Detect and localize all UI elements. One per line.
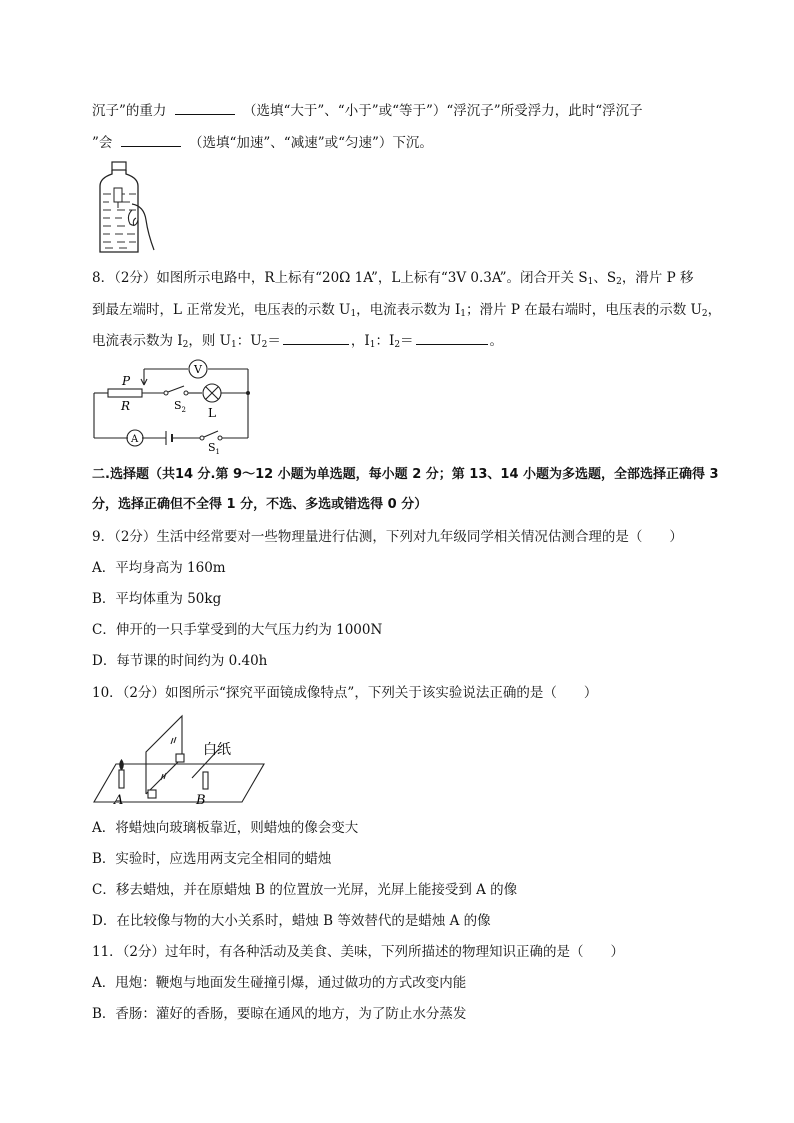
q11-option-b: B．香肠：灌好的香肠，要晾在通风的地方，为了防止水分蒸发 — [92, 1006, 467, 1022]
switch-s2-label: $S_2$ — [174, 399, 187, 414]
q11-stem: 11．（2分）过年时，有各种活动及美食、美味，下列所描述的物理知识正确的是（ ） — [92, 944, 625, 960]
candle-b-label: B — [196, 793, 206, 808]
q10-option-a: A．将蜡烛向玻璃板靠近，则蜡烛的像会变大 — [92, 820, 359, 836]
answer-blank — [121, 132, 181, 147]
lamp-label: L — [208, 406, 216, 420]
rheostat-symbol — [108, 389, 142, 397]
q10-option-b: B．实验时，应选用两支完全相同的蜡烛 — [92, 851, 332, 867]
switch-s1-label: $S_1$ — [208, 441, 221, 455]
q9-option-c: C．伸开的一只手掌受到的大气压力约为 1000N — [92, 622, 383, 638]
answer-blank — [416, 330, 488, 345]
plane-mirror-figure — [92, 710, 272, 808]
circuit-diagram — [92, 355, 254, 455]
voltmeter-label: V — [194, 363, 202, 376]
slider-label: P — [122, 374, 131, 388]
candle-a-label: A — [114, 793, 124, 808]
q10-option-d: D．在比较像与物的大小关系时，蜡烛 B 等效替代的是蜡烛 A 的像 — [92, 913, 491, 929]
ammeter-label: A — [131, 434, 139, 445]
q9-option-a: A．平均身高为 160m — [92, 560, 226, 576]
q8-line-2: 到最左端时，L 正常发光，电压表的示数 $U_1$，电流表示数为 $I_1$；滑片 P 在最右端时，电压表的示数 $U_2$， — [92, 302, 722, 319]
q9-option-b: B．平均体重为 50kg — [92, 591, 222, 607]
cartesian-diver-figure — [92, 160, 162, 258]
q10-stem: 10．（2分）如图所示“探究平面镜成像特点”，下列关于该实验说法正确的是（ ） — [92, 685, 598, 701]
q7-line-2: ”会 （选填“加速”、“减速”或“匀速”）下沉。 — [92, 132, 433, 153]
q8-line-1: 8．（2分）如图所示电路中，R上标有“20Ω 1A”，L上标有“3V 0.3A”。闭合开关 $S_1$、$S_2$，滑片 P 移 — [92, 270, 694, 287]
section-heading-cont: 分，选择正确但不全得 1 分，不选、多选或错选得 0 分） — [92, 497, 428, 512]
q9-stem: 9．（2分）生活中经常要对一些物理量进行估测，下列对九年级同学相关情况估测合理的是（ ） — [92, 529, 683, 545]
q7-line-1: 沉子”的重力 （选填“大于”、“小于”或“等于”）“浮沉子”所受浮力，此时“浮沉子 — [92, 100, 643, 121]
q11-option-a: A．甩炮：鞭炮与地面发生碰撞引爆，通过做功的方式改变内能 — [92, 975, 467, 991]
rheostat-label: R — [121, 399, 131, 413]
q10-option-c: C．移去蜡烛，并在原蜡烛 B 的位置放一光屏，光屏上能接受到 A 的像 — [92, 882, 518, 898]
answer-blank — [283, 330, 349, 345]
q9-option-d: D．每节课的时间约为 0.40h — [92, 653, 268, 669]
q8-line-3: 电流表示数为 $I_2$，则 $U_1$：$U_2=$ ，$I_1$：$I_2=$ 。 — [92, 330, 503, 355]
paper-label: 白纸 — [203, 742, 231, 758]
section-heading: 二.选择题（共14 分.第 9～12 小题为单选题，每小题 2 分；第 13、14 小题为多选题，全部选择正确得 3 — [92, 467, 719, 482]
answer-blank — [175, 100, 235, 115]
